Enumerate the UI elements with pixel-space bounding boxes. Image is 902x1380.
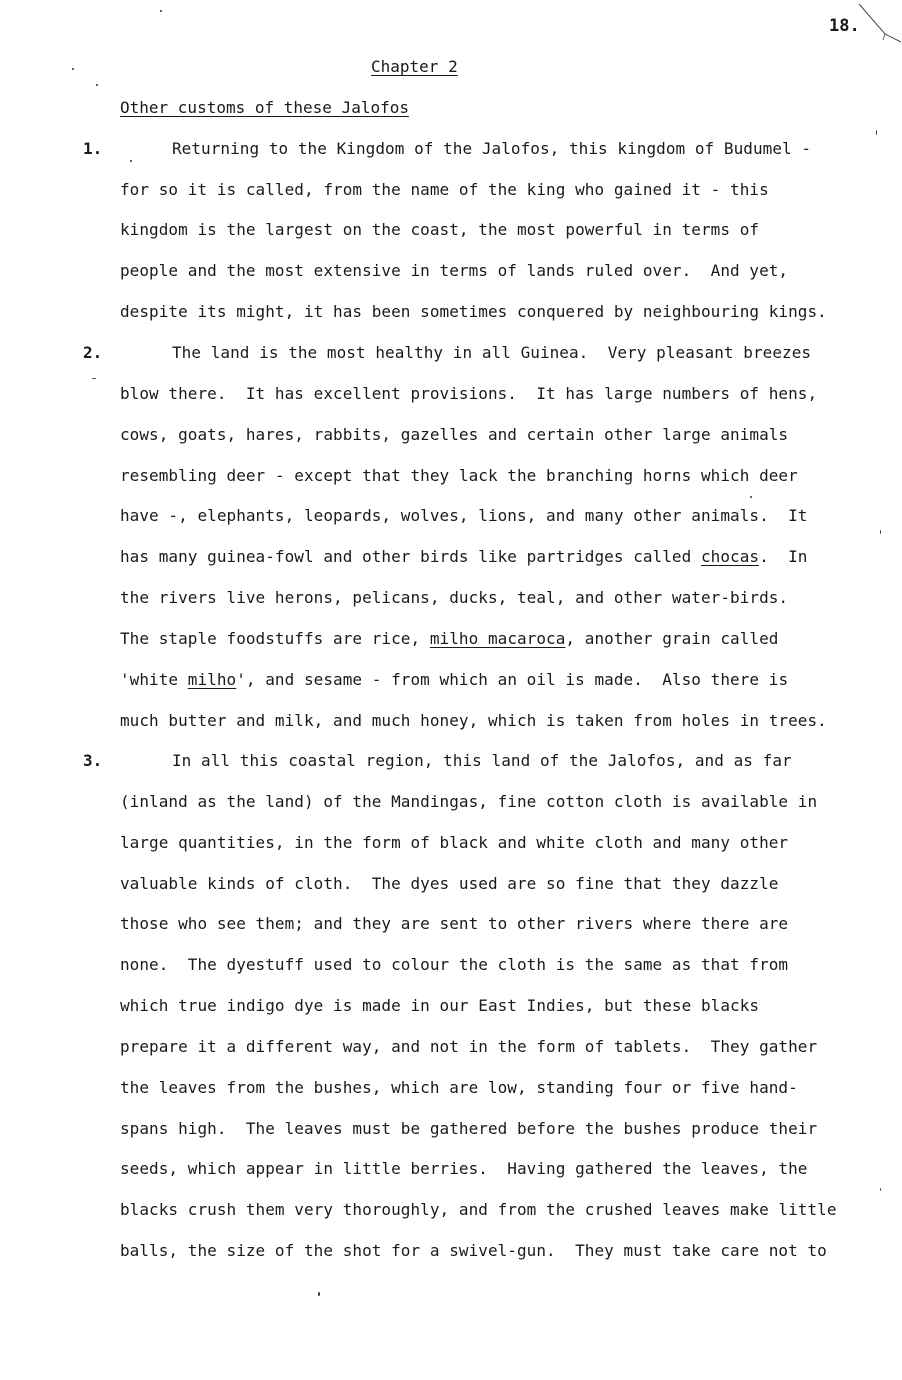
text-line: blow there. It has excellent provisions. It has large numbers of hens, [120,384,818,403]
chapter-heading: Chapter 2 [371,57,458,76]
text-line: balls, the size of the shot for a swivel-gun. They must take care not to [120,1241,827,1260]
text-line: Returning to the Kingdom of the Jalofos, this kingdom of Budumel - [172,139,812,158]
paragraph-number: 3. [83,751,103,770]
text-line: seeds, which appear in little berries. Having gathered the leaves, the [120,1159,808,1178]
paragraph-number: 1. [83,139,103,158]
text-line: prepare it a different way, and not in the form of tablets. They gather [120,1037,818,1056]
text-line: In all this coastal region, this land of the Jalofos, and as far [172,751,792,770]
text-line: kingdom is the largest on the coast, the most powerful in terms of [120,220,760,239]
page-corner-fold [855,0,902,60]
text-line: which true indigo dye is made in our East Indies, but these blacks [120,996,760,1015]
underlined-term: chocas [700,547,760,566]
underlined-term: milho macaroca [429,629,566,648]
text-line: none. The dyestuff used to colour the cloth is the same as that from [120,955,789,974]
section-title: Other customs of these Jalofos [120,98,409,117]
text-line: for so it is called, from the name of the king who gained it - this [120,180,769,199]
text-line: much butter and milk, and much honey, which is taken from holes in trees. [120,711,827,730]
text-line: resembling deer - except that they lack the branching horns which deer [120,466,798,485]
text-line: 'white milho', and sesame - from which an oil is made. Also there is [120,670,789,689]
text-line: the rivers live herons, pelicans, ducks, teal, and other water-birds. [120,588,789,607]
text-line: The land is the most healthy in all Guinea. Very pleasant breezes [172,343,812,362]
text-line: people and the most extensive in terms of lands ruled over. And yet, [120,261,789,280]
text-line: cows, goats, hares, rabbits, gazelles and certain other large animals [120,425,789,444]
text-line: blacks crush them very thoroughly, and from the crushed leaves make little [120,1200,837,1219]
text-line: valuable kinds of cloth. The dyes used are so fine that they dazzle [120,874,779,893]
page-number: 18. [829,16,860,36]
paragraph-number: 2. [83,343,103,362]
text-line: have -, elephants, leopards, wolves, lions, and many other animals. It [120,506,808,525]
text-line: (inland as the land) of the Mandingas, fine cotton cloth is available in [120,792,818,811]
text-line: those who see them; and they are sent to other rivers where there are [120,914,789,933]
text-line: has many guinea-fowl and other birds like partridges called chocas. In [120,547,808,566]
underlined-term: milho [187,670,237,689]
text-line: the leaves from the bushes, which are low, standing four or five hand- [120,1078,798,1097]
text-line: The staple foodstuffs are rice, milho macaroca, another grain called [120,629,779,648]
text-line: large quantities, in the form of black and white cloth and many other [120,833,789,852]
text-line: despite its might, it has been sometimes conquered by neighbouring kings. [120,302,827,321]
text-line: spans high. The leaves must be gathered before the bushes produce their [120,1119,818,1138]
